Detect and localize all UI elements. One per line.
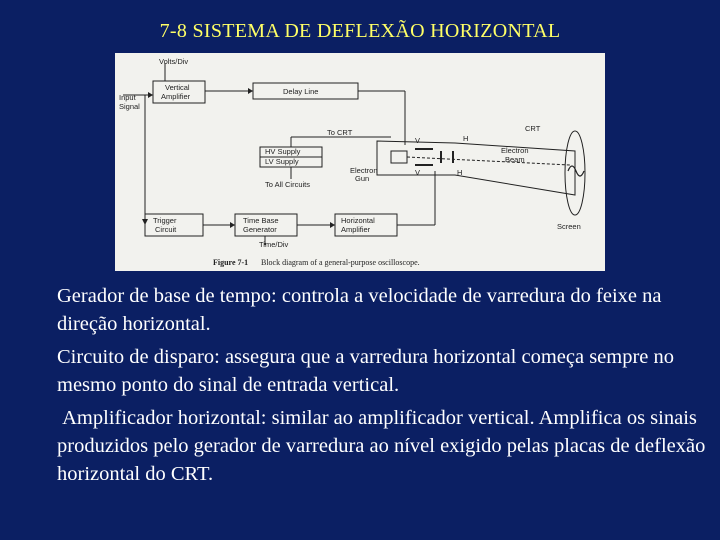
- figure-caption-number: Figure 7-1: [213, 258, 249, 267]
- label-screen: Screen: [557, 222, 581, 231]
- paragraph-horizontal-amp: Amplificador horizontal: similar ao amplificador vertical. Amplifica os sinais produzidos pelo gerador de varredura ao nível exigido pelas placas de deflexão horizontal do CRT.: [57, 407, 711, 485]
- paragraph-trigger: Circuito de disparo: assegura que a varredura horizontal começa sempre no mesmo ponto do sinal de entrada vertical.: [57, 346, 675, 396]
- label-time-base-1: Time Base: [243, 216, 279, 225]
- label-v-bottom: V: [415, 168, 421, 177]
- label-h-top: H: [463, 134, 469, 143]
- label-time-div: Time/Div: [259, 240, 289, 249]
- figure-caption-text: Block diagram of a general-purpose oscilloscope.: [261, 258, 420, 267]
- label-input-signal-1: Input: [119, 93, 136, 102]
- label-trigger-circuit-2: Circuit: [155, 225, 177, 234]
- label-electron-beam-1: Electron: [501, 146, 529, 155]
- label-v-top: V: [415, 136, 421, 145]
- slide-body: [57, 282, 711, 493]
- label-lv-supply: LV Supply: [265, 157, 299, 166]
- electron-gun: [391, 151, 407, 163]
- label-horizontal-amp-1: Horizontal: [341, 216, 375, 225]
- label-to-crt: To CRT: [327, 128, 353, 137]
- oscilloscope-block-diagram: [115, 53, 605, 271]
- slide-title: 7-8 SISTEMA DE DEFLEXÃO HORIZONTAL: [159, 20, 561, 42]
- label-h-bottom: H: [457, 168, 463, 177]
- crt-outline: [377, 141, 575, 195]
- label-crt: CRT: [525, 124, 541, 133]
- paragraph-time-base: Gerador de base de tempo: controla a velocidade de varredura do feixe na direção horizontal.: [57, 285, 662, 335]
- label-trigger-circuit-1: Trigger: [153, 216, 177, 225]
- label-delay-line: Delay Line: [283, 87, 319, 96]
- label-electron-beam-2: Beam: [505, 155, 525, 164]
- label-electron-gun-2: Gun: [355, 174, 370, 183]
- block-diagram-svg: [115, 53, 605, 271]
- label-volts-div: Volts/Div: [159, 57, 189, 66]
- label-vertical-amp-2: Amplifier: [161, 92, 191, 101]
- label-hv-supply: HV Supply: [265, 147, 301, 156]
- label-horizontal-amp-2: Amplifier: [341, 225, 371, 234]
- label-electron-gun-1: Electron: [350, 166, 378, 175]
- label-to-all-circuits: To All Circuits: [265, 180, 311, 189]
- label-input-signal-2: Signal: [119, 102, 140, 111]
- label-time-base-2: Generator: [243, 225, 277, 234]
- label-vertical-amp-1: Vertical: [165, 83, 190, 92]
